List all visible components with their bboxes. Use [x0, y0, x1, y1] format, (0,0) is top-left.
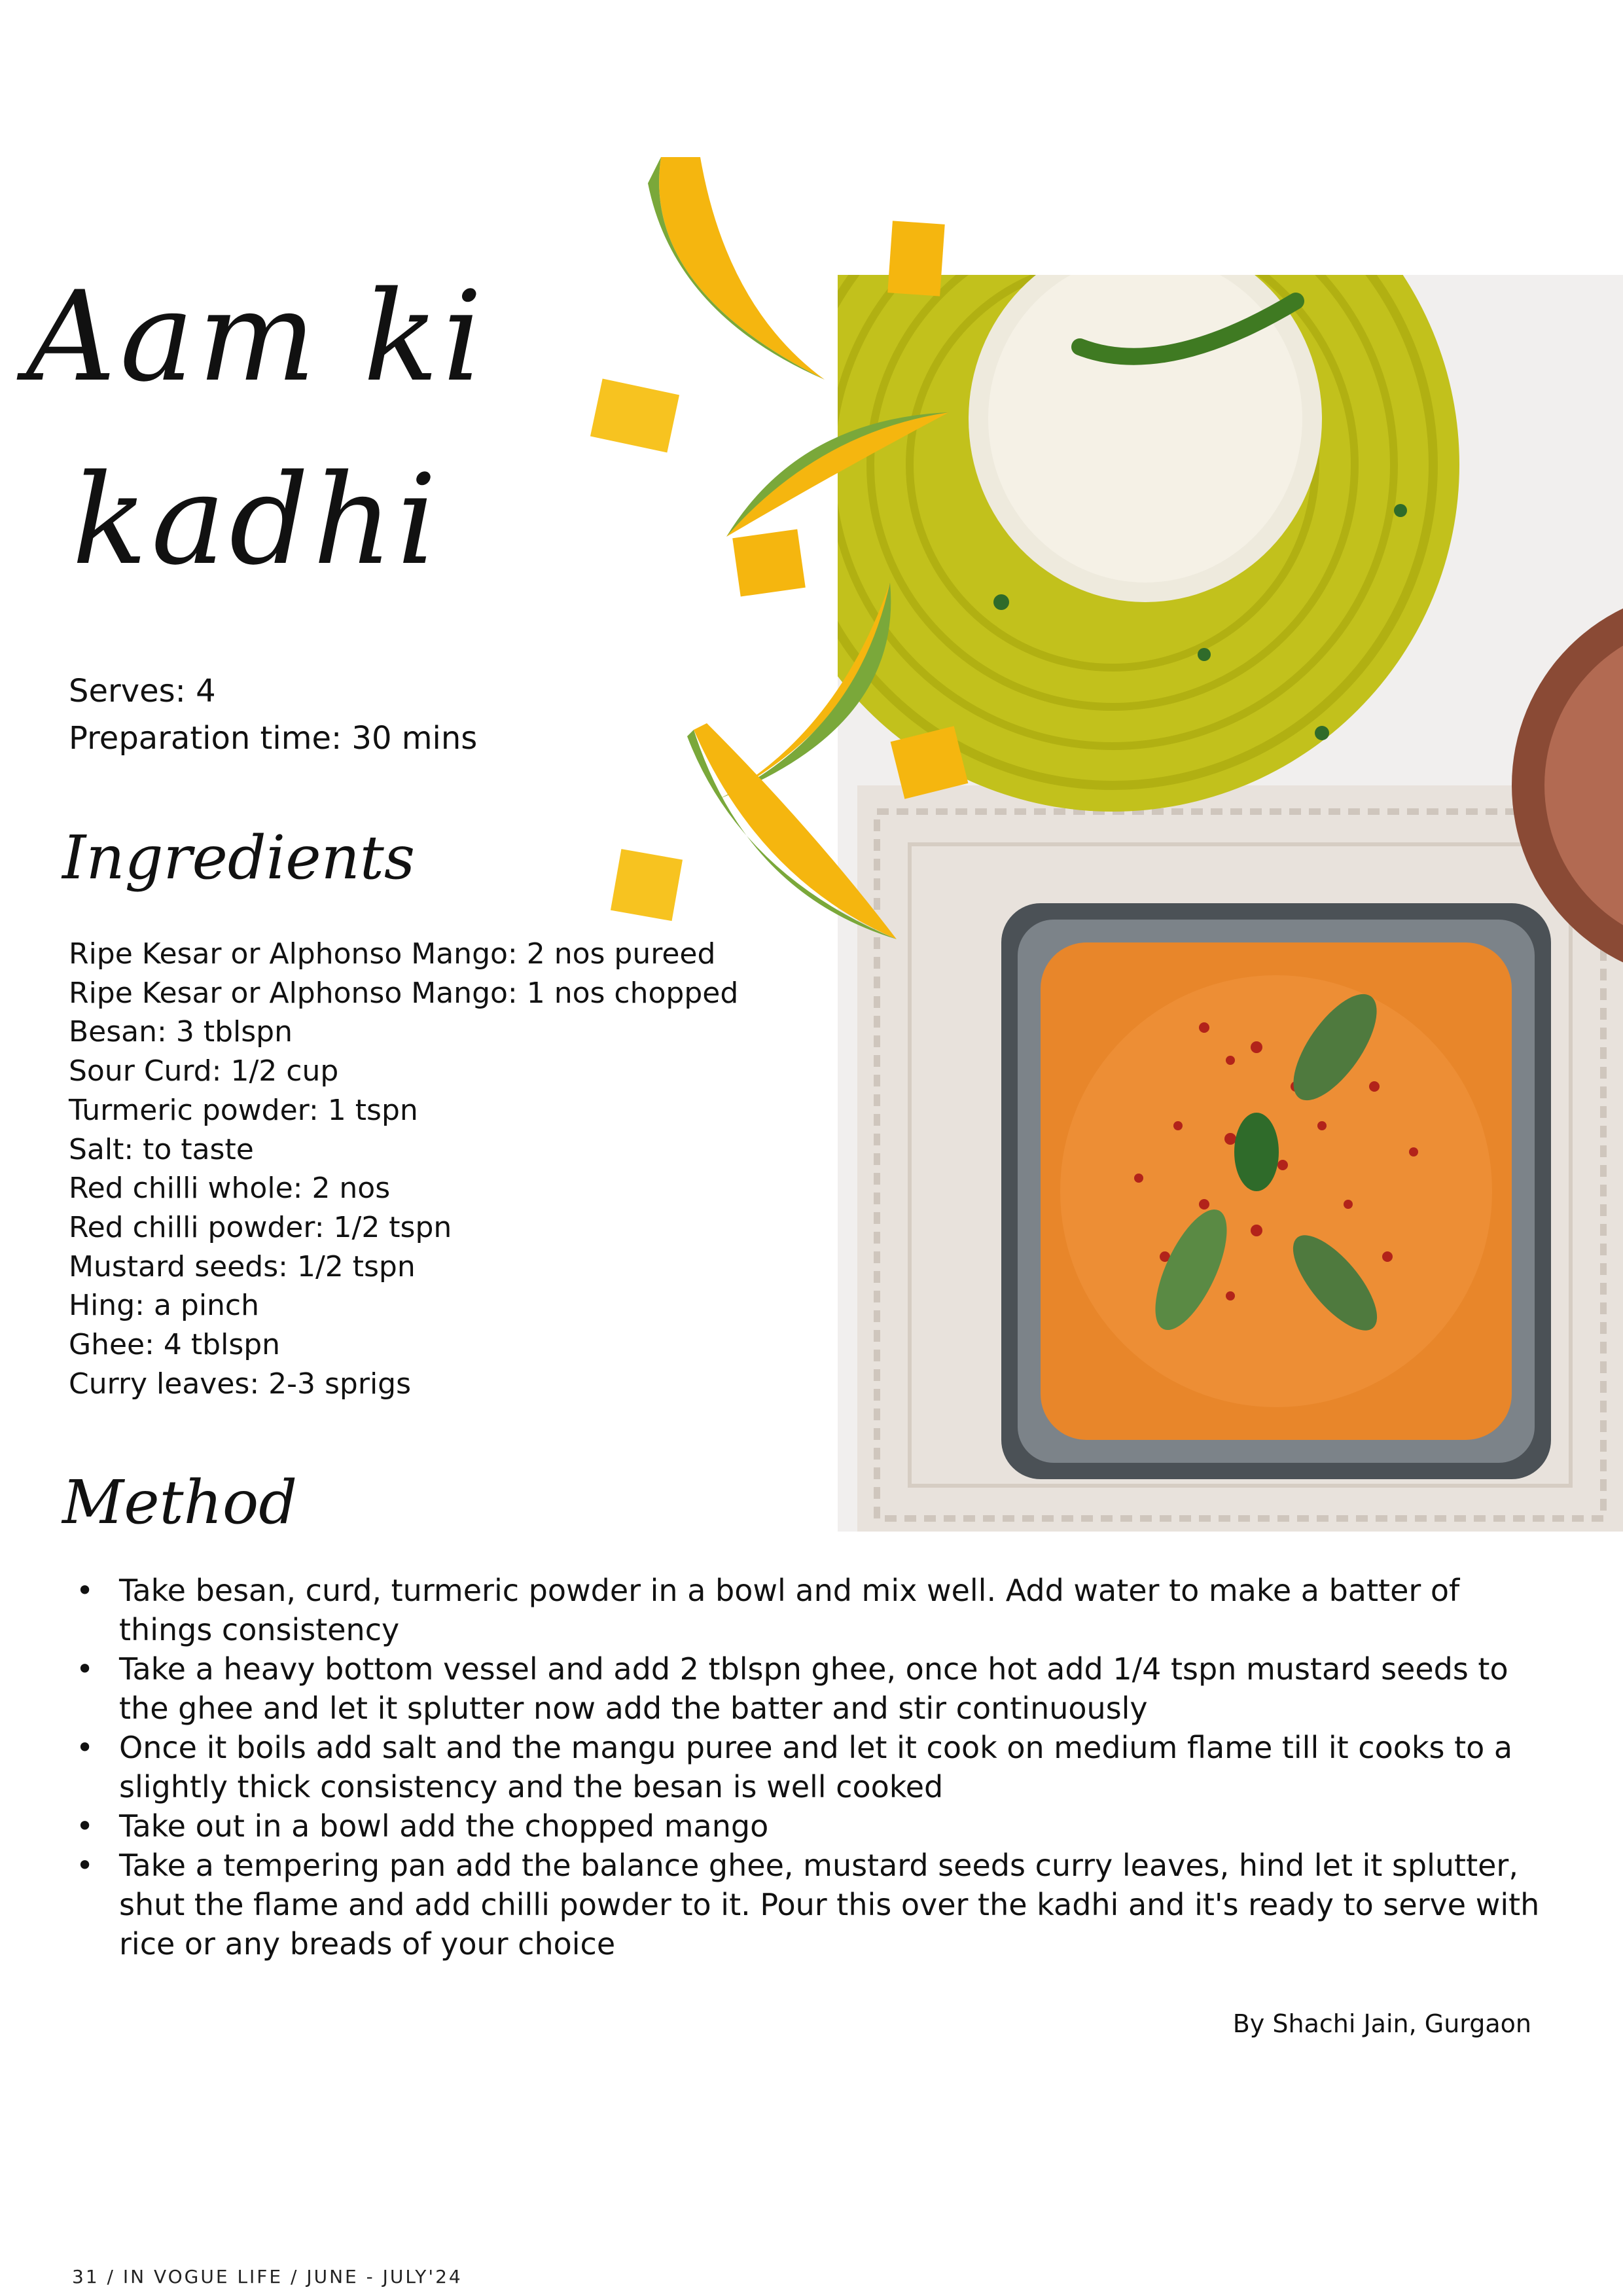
recipe-meta	[69, 668, 477, 762]
ingredient-item: Red chilli powder: 1/2 tspn	[69, 1210, 452, 1244]
bullet: •	[76, 1848, 94, 1883]
method-step	[72, 1846, 1544, 1964]
method-step	[72, 1649, 1544, 1728]
ingredient-item: Turmeric powder: 1 tspn	[69, 1093, 418, 1127]
method-step	[72, 1728, 1544, 1806]
ingredient-item: Ripe Kesar or Alphonso Mango: 1 nos chopped	[69, 976, 739, 1010]
bullet: •	[76, 1808, 94, 1844]
method-step-text: Once it boils add salt and the mangu puree and let it cook on medium flame till it cooks to a slightly thick consistency and the besan is well cooked	[119, 1730, 1513, 1804]
mango-cube-image	[887, 723, 972, 802]
method-step-text: Take a heavy bottom vessel and add 2 tblspn ghee, once hot add 1/4 tspn mustard seeds to the ghee and let it splutter now add the batter and stir continuously	[119, 1651, 1508, 1726]
serves-text: Serves: 4	[69, 673, 216, 709]
ingredient-item: Hing: a pinch	[69, 1289, 260, 1323]
page-footer: 31 / IN VOGUE LIFE / JUNE - JULY'24	[72, 2266, 463, 2287]
bullet: •	[76, 1651, 94, 1687]
mango-slice-image	[635, 144, 844, 393]
mango-cube-image	[605, 844, 690, 929]
bullet: •	[76, 1573, 94, 1608]
mango-cube-image	[586, 376, 684, 455]
ingredient-item: Red chilli whole: 2 nos	[69, 1172, 391, 1206]
method-step	[72, 1571, 1544, 1649]
method-heading: Method	[62, 1467, 298, 1537]
ingredient-item: Ghee: 4 tblspn	[69, 1328, 281, 1362]
ingredient-item: Sour Curd: 1/2 cup	[69, 1054, 339, 1088]
dish-photo	[838, 275, 1623, 1532]
recipe-title-line-2: kadhi	[72, 448, 441, 592]
recipe-title-line-1: Aam ki	[26, 264, 486, 409]
mango-cube-image	[883, 216, 949, 301]
ingredients-heading: Ingredients	[62, 823, 416, 893]
method-step-text: Take a tempering pan add the balance ghee, mustard seeds curry leaves, hind let it splutter, shut the flame and add chilli powder to it. Pour this over the kadhi and it's ready to serve with rice or any breads of your choice	[119, 1848, 1540, 1962]
ingredient-item: Ripe Kesar or Alphonso Mango: 2 nos pureed	[69, 937, 716, 971]
ingredient-item: Mustard seeds: 1/2 tspn	[69, 1249, 416, 1283]
author-byline: By Shachi Jain, Gurgaon	[1232, 2009, 1531, 2038]
ingredient-item: Curry leaves: 2-3 sprigs	[69, 1367, 412, 1401]
method-list	[72, 1571, 1544, 1964]
ingredients-list	[69, 935, 738, 1403]
ingredient-item: Besan: 3 tblspn	[69, 1015, 293, 1049]
mango-slice-image	[681, 717, 903, 946]
method-step	[72, 1806, 1544, 1846]
method-step-text: Take besan, curd, turmeric powder in a bowl and mix well. Add water to make a batter of things consistency	[119, 1573, 1460, 1647]
kadhi-photo-illustration	[838, 275, 1623, 1532]
bullet: •	[76, 1730, 94, 1765]
ingredient-item: Salt: to taste	[69, 1132, 254, 1166]
prep-time-text: Preparation time: 30 mins	[69, 720, 478, 757]
method-step-text: Take out in a bowl add the chopped mango	[119, 1808, 769, 1844]
